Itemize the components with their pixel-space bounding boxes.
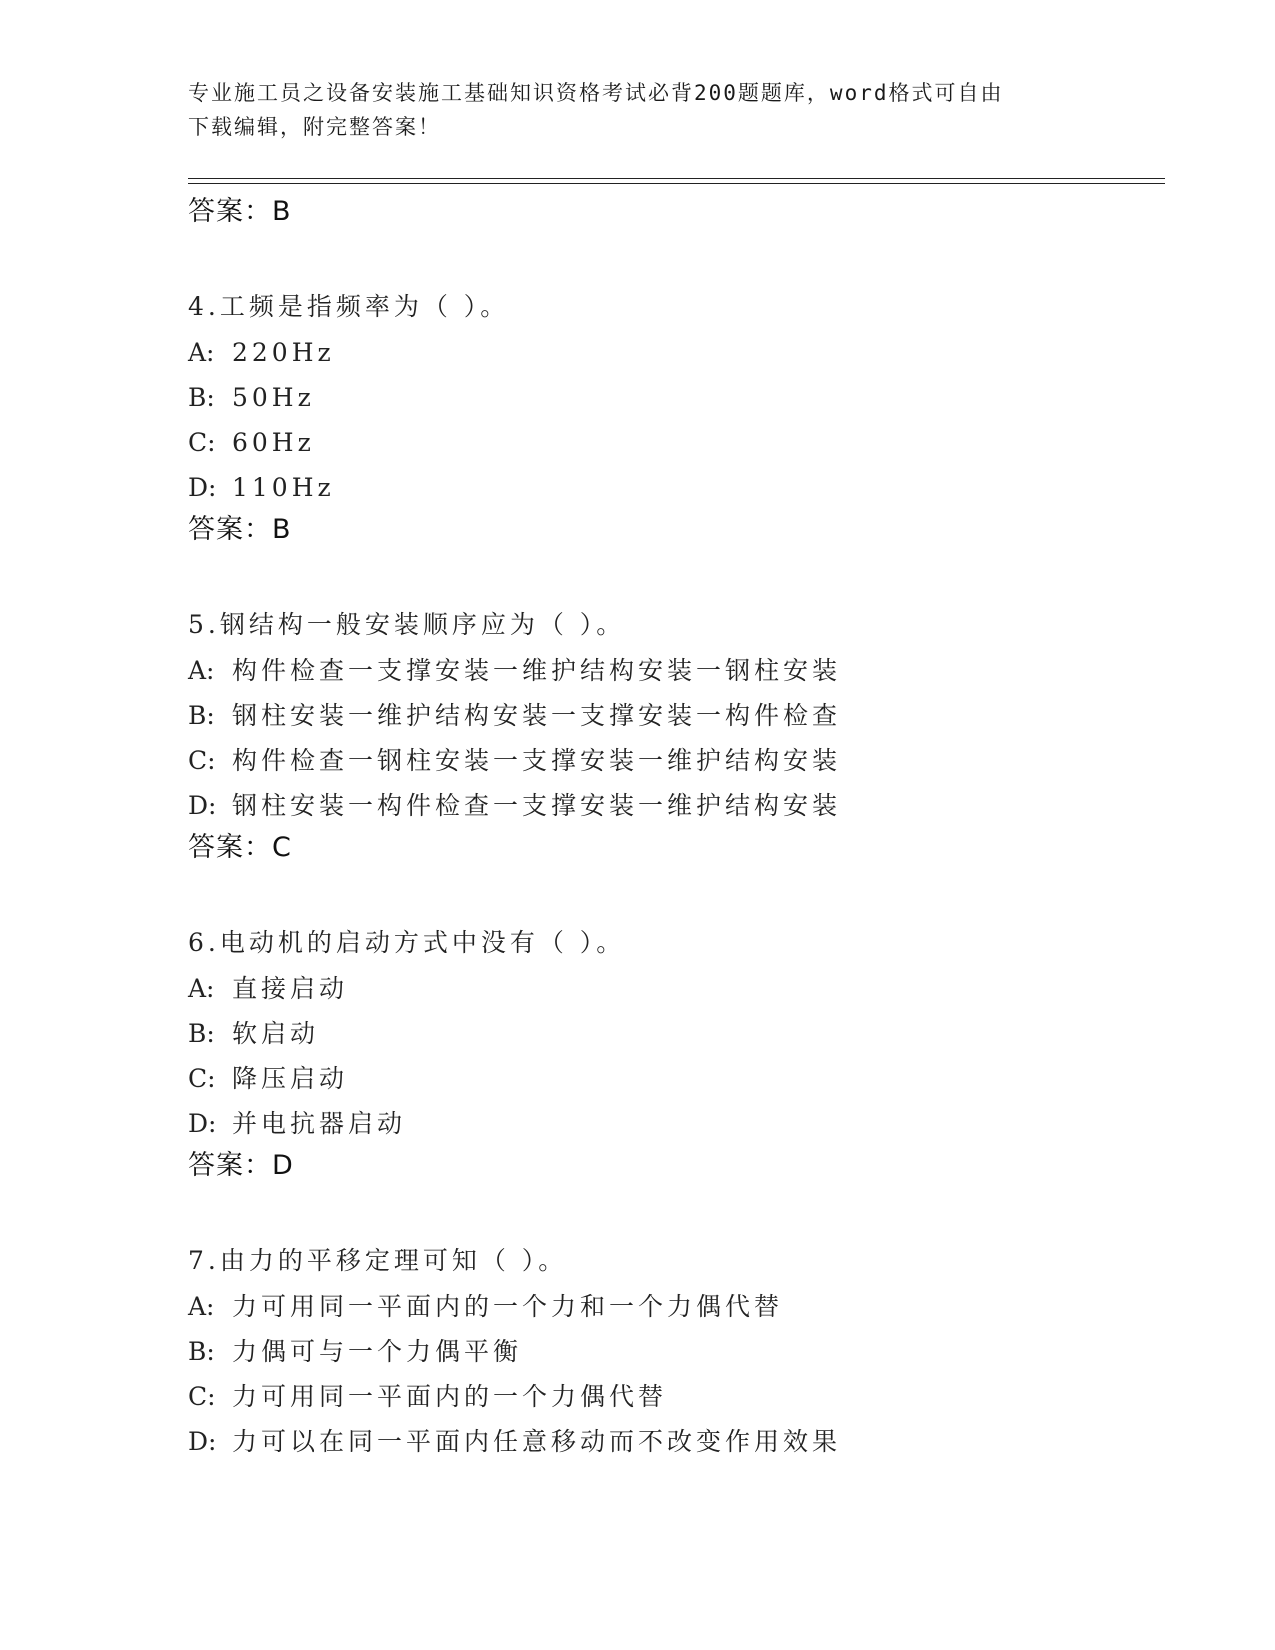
option-letter: A:: [188, 338, 215, 367]
option-letter: D:: [188, 473, 217, 502]
option-text: 60Hz: [232, 428, 315, 457]
option-text: 钢柱安装一构件检查一支撑安装一维护结构安装: [232, 791, 842, 820]
option-letter: D:: [188, 791, 217, 820]
option-letter: A:: [188, 656, 215, 685]
option-letter: A:: [188, 974, 215, 1003]
header-line-1: 专业施工员之设备安装施工基础知识资格考试必背200题题库，word格式可自由: [188, 81, 1004, 105]
option-text: 软启动: [232, 1019, 320, 1048]
option-text: 110Hz: [232, 473, 335, 502]
option-text: 降压启动: [232, 1064, 349, 1093]
option-text: 构件检查一支撑安装一维护结构安装一钢柱安装: [232, 656, 842, 685]
question-7-option-d: [188, 1419, 1168, 1464]
option-text: 直接启动: [232, 974, 349, 1003]
question-4-option-c: [188, 420, 1168, 465]
question-6-option-b: [188, 1011, 1168, 1056]
option-letter: D:: [188, 1109, 217, 1138]
option-text: 力可以在同一平面内任意移动而不改变作用效果: [232, 1427, 842, 1456]
question-4: 4.工频是指频率为（ ）。: [188, 292, 510, 321]
option-text: 力可用同一平面内的一个力和一个力偶代替: [232, 1292, 784, 1321]
document-header: [188, 76, 1088, 144]
question-6-option-c: [188, 1056, 1168, 1101]
option-text: 50Hz: [232, 383, 315, 412]
option-letter: A:: [188, 1292, 215, 1321]
question-5-option-d: [188, 783, 1168, 828]
header-divider-bottom: [188, 183, 1165, 184]
option-text: 力可用同一平面内的一个力偶代替: [232, 1382, 668, 1411]
question-4-answer: 答案：B: [188, 514, 292, 545]
question-5-option-b: [188, 693, 1168, 738]
option-letter: C:: [188, 1064, 216, 1093]
option-text: 构件检查一钢柱安装一支撑安装一维护结构安装: [232, 746, 842, 775]
option-text: 并电抗器启动: [232, 1109, 407, 1138]
option-letter: D:: [188, 1427, 217, 1456]
question-4-option-a: [188, 330, 1168, 375]
previous-answer: 答案：B: [188, 196, 292, 227]
question-6: 6.电动机的启动方式中没有（ ）。: [188, 928, 626, 957]
question-5-option-a: [188, 648, 1168, 693]
question-4-option-d: [188, 465, 1168, 510]
question-6-option-a: [188, 966, 1168, 1011]
question-4-option-b: [188, 375, 1168, 420]
question-5-answer: 答案：C: [188, 832, 292, 863]
option-text: 220Hz: [232, 338, 335, 367]
option-letter: B:: [188, 1337, 215, 1366]
question-6-answer: 答案：D: [188, 1150, 294, 1181]
question-7-option-c: [188, 1374, 1168, 1419]
header-line-2: 下载编辑，附完整答案！: [188, 115, 441, 139]
option-letter: B:: [188, 1019, 215, 1048]
header-divider-top: [188, 178, 1165, 179]
question-7-option-a: [188, 1284, 1168, 1329]
option-letter: C:: [188, 428, 216, 457]
question-7: 7.由力的平移定理可知（ ）。: [188, 1246, 568, 1275]
question-5: 5.钢结构一般安装顺序应为（ ）。: [188, 610, 626, 639]
option-text: 钢柱安装一维护结构安装一支撑安装一构件检查: [232, 701, 842, 730]
question-5-option-c: [188, 738, 1168, 783]
option-letter: C:: [188, 746, 216, 775]
option-letter: C:: [188, 1382, 216, 1411]
question-list: [188, 192, 1168, 1464]
question-7-option-b: [188, 1329, 1168, 1374]
question-6-option-d: [188, 1101, 1168, 1146]
option-letter: B:: [188, 383, 215, 412]
option-text: 力偶可与一个力偶平衡: [232, 1337, 523, 1366]
option-letter: B:: [188, 701, 215, 730]
